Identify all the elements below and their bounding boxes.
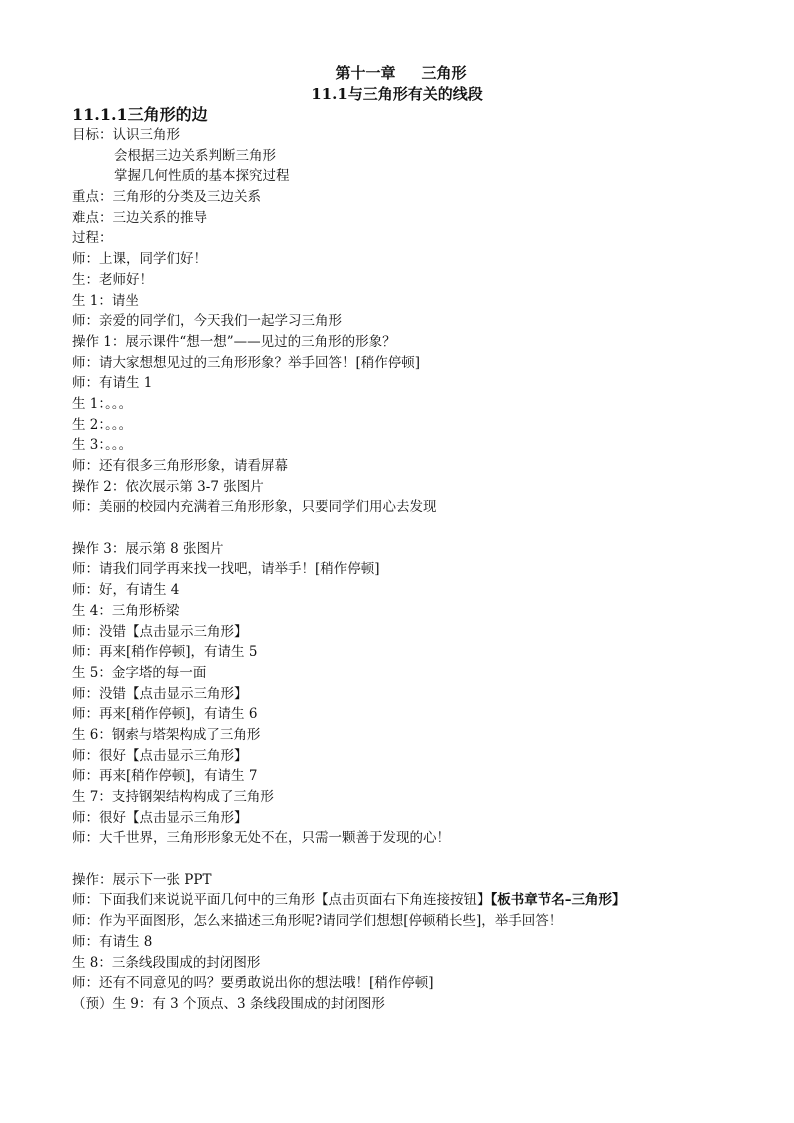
line-text: 师：再来[稍作停顿]，有请生 5 — [72, 644, 258, 661]
line-text: 生 8：三条线段围成的封闭图形 — [72, 954, 261, 971]
section-heading: 11.1与三角形有关的线段 — [311, 85, 483, 103]
text-line — [72, 539, 762, 560]
text-line — [72, 787, 762, 808]
text-line — [72, 746, 762, 767]
text-line — [72, 953, 762, 974]
text-line — [72, 435, 762, 456]
text-line — [72, 373, 762, 394]
line-text: 师：很好【点击显示三角形】 — [72, 747, 248, 764]
text-line — [72, 270, 762, 291]
text-line — [72, 249, 762, 270]
text-line — [72, 890, 762, 911]
line-text: 师：请我们同学再来找一找吧，请举手！[稍作停顿] — [72, 561, 380, 578]
line-text: 师：亲爱的同学们，今天我们一起学习三角形 — [72, 313, 342, 330]
line-text: 生 1：请坐 — [72, 292, 139, 309]
text-line — [72, 125, 762, 146]
line-text: 师：再来[稍作停顿]，有请生 6 — [72, 706, 258, 723]
line-text: 掌握几何性质的基本探究过程 — [114, 168, 290, 185]
text-line — [72, 663, 762, 684]
line-text: 生：老师好！ — [72, 271, 153, 288]
text-line — [72, 497, 762, 518]
text-line — [72, 932, 762, 953]
line-text: 生 3：。。。 — [72, 437, 133, 454]
line-text: 师：有请生 8 — [72, 933, 153, 950]
line-text: 难点：三边关系的推导 — [72, 209, 207, 226]
text-line — [72, 849, 762, 870]
text-line — [72, 704, 762, 725]
text-line — [72, 146, 762, 167]
text-line — [72, 187, 762, 208]
line-text: 师：下面我们来说说平面几何中的三角形【点击页面右下角连接按钮】 — [72, 892, 491, 909]
text-line — [72, 601, 762, 622]
line-text: 师：大千世界，三角形形象无处不在，只需一颗善于发现的心！ — [72, 830, 450, 847]
text-line — [72, 311, 762, 332]
line-text: 师：有请生 1 — [72, 375, 153, 392]
text-line — [72, 580, 762, 601]
line-text: 师：美丽的校园内充满着三角形形象，只要同学们用心去发现 — [72, 499, 437, 516]
line-text: 生 5：金字塔的每一面 — [72, 664, 207, 681]
text-line — [72, 456, 762, 477]
subsection-title: 11.1.1三角形的边 — [72, 105, 208, 124]
line-text: 师：还有不同意见的吗？要勇敢说出你的想法哦！[稍作停顿] — [72, 975, 434, 992]
line-text: 师：上课，同学们好！ — [72, 251, 207, 268]
text-line — [72, 559, 762, 580]
line-text: 生 4：三角形桥梁 — [72, 602, 180, 619]
text-line — [72, 208, 762, 229]
text-line — [72, 828, 762, 849]
line-text: 操作：展示下一张 PPT — [72, 871, 212, 888]
line-text: 师：没错【点击显示三角形】 — [72, 685, 248, 702]
chapter-number: 第十一章 — [335, 64, 396, 82]
text-line — [72, 684, 762, 705]
text-line — [72, 766, 762, 787]
line-text: （预）生 9：有 3 个顶点、3 条线段围成的封闭图形 — [72, 995, 385, 1012]
lesson-body — [72, 125, 762, 1015]
line-text: 目标：认识三角形 — [72, 127, 180, 143]
line-text: 生 7：支持钢架结构构成了三角形 — [72, 789, 274, 805]
line-text: 会根据三边关系判断三角形 — [114, 147, 276, 164]
line-text: 师：好，有请生 4 — [72, 582, 180, 599]
text-line — [72, 994, 762, 1015]
text-line — [72, 808, 762, 829]
line-text: 师：还有很多三角形形象，请看屏幕 — [72, 458, 288, 474]
line-bold-note: 【板书章节名–三角形】 — [490, 892, 626, 909]
line-text: 生 6：钢索与塔架构成了三角形 — [72, 726, 261, 743]
text-line — [72, 166, 762, 187]
text-line — [72, 291, 762, 312]
text-line — [72, 973, 762, 994]
line-text: 生 2：。。。 — [72, 416, 133, 433]
line-text: 重点：三角形的分类及三边关系 — [72, 189, 261, 206]
text-line — [72, 415, 762, 436]
text-line — [72, 911, 762, 932]
line-text: 操作 2：依次展示第 3-7 张图片 — [72, 478, 264, 495]
line-text: 师：作为平面图形，怎么来描述三角形呢?请同学们想想[停顿稍长些]，举手回答！ — [72, 913, 563, 930]
text-line — [72, 725, 762, 746]
text-line — [72, 394, 762, 415]
text-line — [72, 642, 762, 663]
line-text: 操作 1：展示课件“想一想”——见过的三角形的形象？ — [72, 333, 396, 350]
line-text: 师：再来[稍作停顿]，有请生 7 — [72, 768, 258, 785]
line-text: 生 1：。。。 — [72, 395, 133, 412]
chapter-name: 三角形 — [421, 64, 467, 82]
text-line — [72, 870, 762, 891]
line-text: 操作 3：展示第 8 张图片 — [72, 540, 224, 557]
text-line — [72, 477, 762, 498]
text-line — [72, 353, 762, 374]
line-text: 师：请大家想想见过的三角形形象？举手回答！[稍作停顿] — [72, 354, 421, 371]
text-line — [72, 518, 762, 539]
line-text: 师：很好【点击显示三角形】 — [72, 809, 248, 826]
line-text: 过程： — [72, 230, 113, 247]
line-text: 师：没错【点击显示三角形】 — [72, 623, 248, 640]
text-line — [72, 228, 762, 249]
chapter-title — [0, 63, 794, 83]
text-line — [72, 332, 762, 353]
text-line — [72, 622, 762, 643]
